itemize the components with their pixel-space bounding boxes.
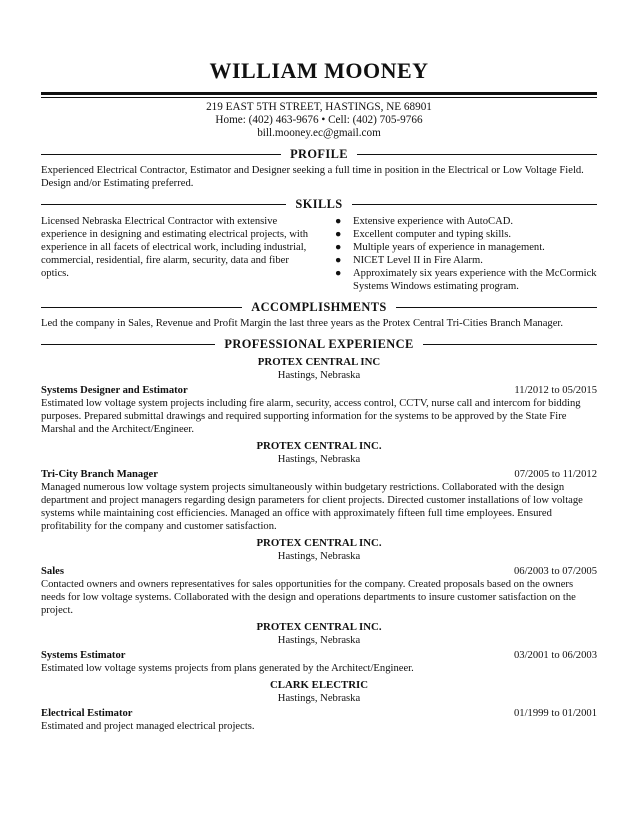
skill-text: NICET Level II in Fire Alarm. xyxy=(353,255,483,266)
job-title: Systems Designer and Estimator xyxy=(41,385,188,396)
section-title: PROFESSIONAL EXPERIENCE xyxy=(224,336,414,351)
list-item xyxy=(335,254,597,267)
bullet-icon: ● xyxy=(335,242,342,253)
list-item xyxy=(335,241,597,254)
job-description: Estimated low voltage system projects including fire alarm, security, access control, CCTV, nurse call and intercom for bidding purposes. Prepared submittal drawings and required supporting information for the systems to be approved by the State Fire Marshal and the Architect/Engineer. xyxy=(41,398,581,435)
skill-text: Multiple years of experience in management. xyxy=(353,242,545,253)
job-title-row xyxy=(41,468,597,481)
divider-line xyxy=(423,344,597,345)
phone-numbers: Home: (402) 463-9676 • Cell: (402) 705-9766 xyxy=(215,114,423,126)
job-entry xyxy=(41,537,597,617)
job-title-row xyxy=(41,707,597,720)
section-title: SKILLS xyxy=(295,196,343,211)
skills-body xyxy=(41,215,597,293)
job-location: Hastings, Nebraska xyxy=(277,635,361,646)
divider-line xyxy=(41,154,281,155)
divider-line xyxy=(352,204,597,205)
section-title: ACCOMPLISHMENTS xyxy=(251,299,387,314)
accomplishments-heading xyxy=(41,299,597,315)
job-title: Systems Estimator xyxy=(41,650,126,661)
divider-line xyxy=(41,307,242,308)
job-title-row xyxy=(41,649,597,662)
job-description: Contacted owners and owners representatives for sales opportunities for the company. Created proposals based on the owners needs for low voltage systems. Collaborated with the design and operations departments to insure customer satisfaction on the project. xyxy=(41,579,576,616)
job-dates: 11/2012 to 05/2015 xyxy=(514,385,597,396)
header-thick-rule xyxy=(41,92,597,95)
candidate-name: WILLIAM MOONEY xyxy=(209,58,429,83)
job-entry xyxy=(41,356,597,436)
list-item xyxy=(335,267,597,293)
bullet-icon: ● xyxy=(335,255,342,266)
job-description: Estimated low voltage systems projects from plans generated by the Architect/Engineer. xyxy=(41,663,414,674)
contact-block xyxy=(41,101,597,140)
skills-list-column xyxy=(313,215,597,293)
job-entry xyxy=(41,621,597,675)
job-location: Hastings, Nebraska xyxy=(277,454,361,465)
bullet-icon: ● xyxy=(335,229,342,240)
company-name: PROTEX CENTRAL INC. xyxy=(256,440,382,452)
list-item xyxy=(335,215,597,228)
company-name: PROTEX CENTRAL INC. xyxy=(256,537,382,549)
job-title-row xyxy=(41,565,597,578)
bullet-icon: ● xyxy=(335,216,342,227)
list-item xyxy=(335,228,597,241)
bullet-icon: ● xyxy=(335,268,342,279)
divider-line xyxy=(41,204,286,205)
job-title: Sales xyxy=(41,566,64,577)
header-thin-rule xyxy=(41,97,597,98)
job-entry xyxy=(41,440,597,533)
job-location: Hastings, Nebraska xyxy=(277,370,361,381)
job-dates: 06/2003 to 07/2005 xyxy=(514,566,597,577)
accomplishments-text: Led the company in Sales, Revenue and Profit Margin the last three years as the Protex Central Tri-Cities Branch Manager. xyxy=(41,318,564,329)
profile-heading xyxy=(41,146,597,162)
skills-list xyxy=(335,215,597,293)
job-dates: 07/2005 to 11/2012 xyxy=(514,469,597,480)
job-location: Hastings, Nebraska xyxy=(277,693,361,704)
address: 219 EAST 5TH STREET, HASTINGS, NE 68901 xyxy=(206,101,432,113)
divider-line xyxy=(41,344,215,345)
skills-heading xyxy=(41,196,597,212)
job-location: Hastings, Nebraska xyxy=(277,551,361,562)
skill-text: Excellent computer and typing skills. xyxy=(353,229,511,240)
email: bill.mooney.ec@gmail.com xyxy=(257,127,381,139)
job-entry xyxy=(41,679,597,733)
job-dates: 03/2001 to 06/2003 xyxy=(514,650,597,661)
job-description: Estimated and project managed electrical projects. xyxy=(41,721,255,732)
job-dates: 01/1999 to 01/2001 xyxy=(514,708,597,719)
company-name: PROTEX CENTRAL INC. xyxy=(256,621,382,633)
skill-text: Approximately six years experience with the McCormick Systems Windows estimating program. xyxy=(353,268,597,292)
profile-text: Experienced Electrical Contractor, Estimator and Designer seeking a full time in position in the Electrical or Low Voltage Field. Design and/or Estimating preferred. xyxy=(41,165,584,189)
job-description: Managed numerous low voltage system projects simultaneously within budgetary restrictions. Collaborated with the design department and project managers regarding design parameters for client projects. Directed customer installations of low voltage systems while maintaining cost efficiencies. Managed an office with approximately fifteen full time employees. Ensured profitability for the company and customer satisfaction. xyxy=(41,482,583,532)
job-title-row xyxy=(41,384,597,397)
divider-line xyxy=(396,307,597,308)
divider-line xyxy=(357,154,597,155)
skills-summary: Licensed Nebraska Electrical Contractor with extensive experience in designing and estimating electrical projects, with experience in all facets of electrical work, including industrial, commercial, residential, fire alarm, security, data and fiber optics. xyxy=(41,216,309,279)
skill-text: Extensive experience with AutoCAD. xyxy=(353,216,514,227)
job-title: Tri-City Branch Manager xyxy=(41,469,158,480)
company-name: PROTEX CENTRAL INC xyxy=(257,356,381,368)
company-name: CLARK ELECTRIC xyxy=(269,679,369,691)
job-title: Electrical Estimator xyxy=(41,708,133,719)
experience-heading xyxy=(41,336,597,352)
section-title: PROFILE xyxy=(290,146,348,161)
